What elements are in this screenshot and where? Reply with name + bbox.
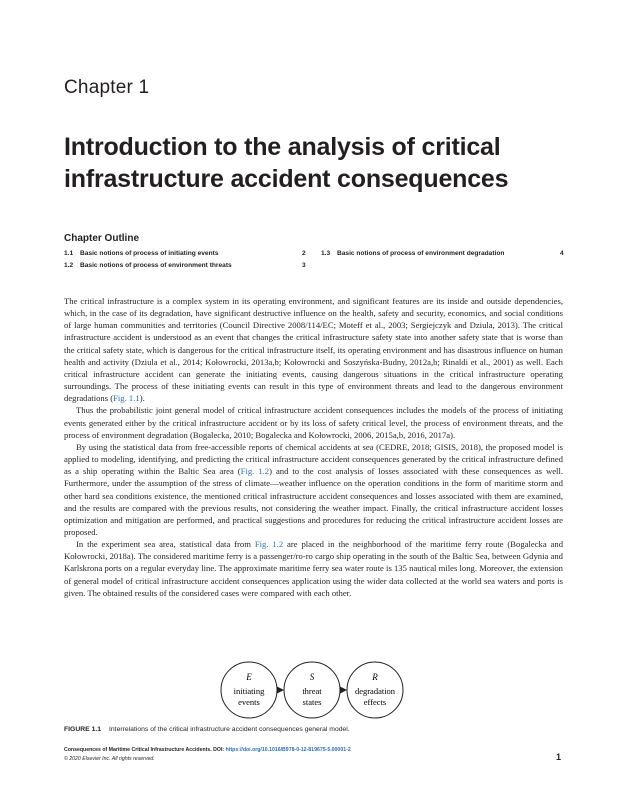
chapter-title: Introduction to the analysis of critical infrastructure accident consequences xyxy=(64,133,509,193)
outline-entry-page: 4 xyxy=(560,250,564,257)
footer-copyright: © 2020 Elsevier Inc. All rights reserved. xyxy=(64,756,155,762)
outline-entry-text: Basic notions of process of environment degradation xyxy=(337,250,505,257)
paragraph: The critical infrastructure is a complex system in its operating environment, and significant features are its inside and outside dependencies, which, in the case of its degradation, have significant destructive influence on the health, safety and security, economics, and social conditions of large human communities and territories (Council Directive 2008/114/EC; Moteff et al., 2003; Sergiejczyk and Dziula, 2013). The critical infrastructure accident is understood as an event that changes the critical infrastructure safety state into another safety state that is worse than the critical safety state, which is dangerous for the critical infrastructure itself, its operating environment and has disastrous influence on human health and activity (Dziula et al., 2014; Kołowrocki, 2013a,b; Kołowrocki and Soszyńska-Budny, 2012a,b; Rinaldi et al., 2001) as well. Each critical infrastructure accident can generate the initiating events, causing dangerous situations in the critical infrastructure operating surroundings. The process of these initiating events can result in this type of environment threats and lead to the dangerous environment degradations (Fig. 1.1). xyxy=(64,296,563,404)
paragraph: By using the statistical data from free-accessible reports of chemical accidents at sea (CEDRE, 2018; GISIS, 2018), the proposed model is applied to modeling, identifying, and predicting the critical infrastructure accident consequences generated by the critical infrastructure defined as a ship operating within the Baltic Sea area (Fig. 1.2) and to the cost analysis of losses associated with these consequences as well. Furthermore, under the assumption of the stress of climate—weather influence on the operation conditions in the form of maritime storm and other hard sea conditions existence, the mentioned critical infrastructure accident consequences and losses associated with them are examined, and the results are compared with the previous results, not considering the weather impact. Finally, the critical infrastructure accident losses optimization and mitigation are performed, and practical suggestions and procedures for reducing the critical infrastructure accident losses are proposed. xyxy=(64,441,563,537)
footer-citation xyxy=(64,747,351,753)
outline-entry[interactable] xyxy=(64,262,310,272)
figure-reference-link[interactable]: Fig. 1.1 xyxy=(113,393,140,404)
outline-entry[interactable] xyxy=(64,250,310,260)
outline-entry-text: Basic notions of process of initiating events xyxy=(80,250,219,257)
node-label-line1: initiating xyxy=(233,686,265,696)
footer-doi-link[interactable]: https://doi.org/10.1016/B978-0-12-819675-5.00001-2 xyxy=(225,747,351,753)
paragraph: Thus the probabilistic joint general model of critical infrastructure accident consequences includes the models of the process of initiating events generated either by the critical infrastructure accident or by its loss of safety critical level, the process of environment threats, and the process of environment degradation (Bogalecka, 2010; Bogalecka and Kołowrocki, 2006, 2015a,b, 2016, 2017a). xyxy=(64,405,563,440)
footer-book-title: Consequences of Maritime Critical Infrastructure Accidents. xyxy=(64,747,212,753)
diagram-node-s xyxy=(284,662,340,718)
outline-entry-page: 2 xyxy=(302,250,306,257)
diagram-node-e xyxy=(221,662,277,718)
page-number: 1 xyxy=(556,752,562,762)
footer-doi-label: DOI: xyxy=(213,747,225,753)
chapter-label: Chapter 1 xyxy=(64,77,150,98)
node-label-line2: states xyxy=(302,697,322,707)
diagram-node-r xyxy=(347,662,403,718)
figure-reference-link[interactable]: Fig. 1.2 xyxy=(240,466,270,477)
node-symbol: E xyxy=(246,672,252,682)
outline-entry-number: 1.2 xyxy=(64,262,74,269)
node-symbol: R xyxy=(372,672,378,682)
outline-entry[interactable] xyxy=(321,250,567,260)
figure-caption-text: Interrelations of the critical infrastructure accident consequences general model. xyxy=(109,726,350,733)
node-label-line1: degradation xyxy=(354,686,396,696)
outline-entry-number: 1.1 xyxy=(64,250,74,257)
figure-diagram xyxy=(0,660,625,722)
paragraph: In the experiment sea area, statistical data from Fig. 1.2 are placed in the neighborhood of the maritime ferry route (Bogalecka and Kołowrocki, 2018a). The considered maritime ferry is a passenger/ro-ro cargo ship operating in the south of the Baltic Sea, between Gdynia and Karlskrona ports on a regular everyday line. The approximate maritime ferry sea water route is 135 nautical miles long. Moreover, the extension of general model of critical infrastructure accident consequences application using the wider data collected at the world sea waters and ports is given. The obtained results of the considered cases were compared with each other. xyxy=(64,539,564,598)
node-symbol: S xyxy=(309,672,315,682)
outline-entry-number: 1.3 xyxy=(321,250,331,257)
figure-caption xyxy=(64,726,350,733)
node-label-line2: effects xyxy=(363,697,387,707)
node-label-line1: threat xyxy=(302,686,322,696)
node-label-line2: events xyxy=(238,697,260,707)
figure-reference-link[interactable]: Fig. 1.2 xyxy=(254,539,284,550)
figure-caption-label: FIGURE 1.1 xyxy=(64,726,102,733)
body-text xyxy=(64,295,563,599)
outline-heading: Chapter Outline xyxy=(64,233,140,244)
outline-entry-page: 3 xyxy=(302,262,306,269)
outline-entry-text: Basic notions of process of environment threats xyxy=(80,262,232,269)
